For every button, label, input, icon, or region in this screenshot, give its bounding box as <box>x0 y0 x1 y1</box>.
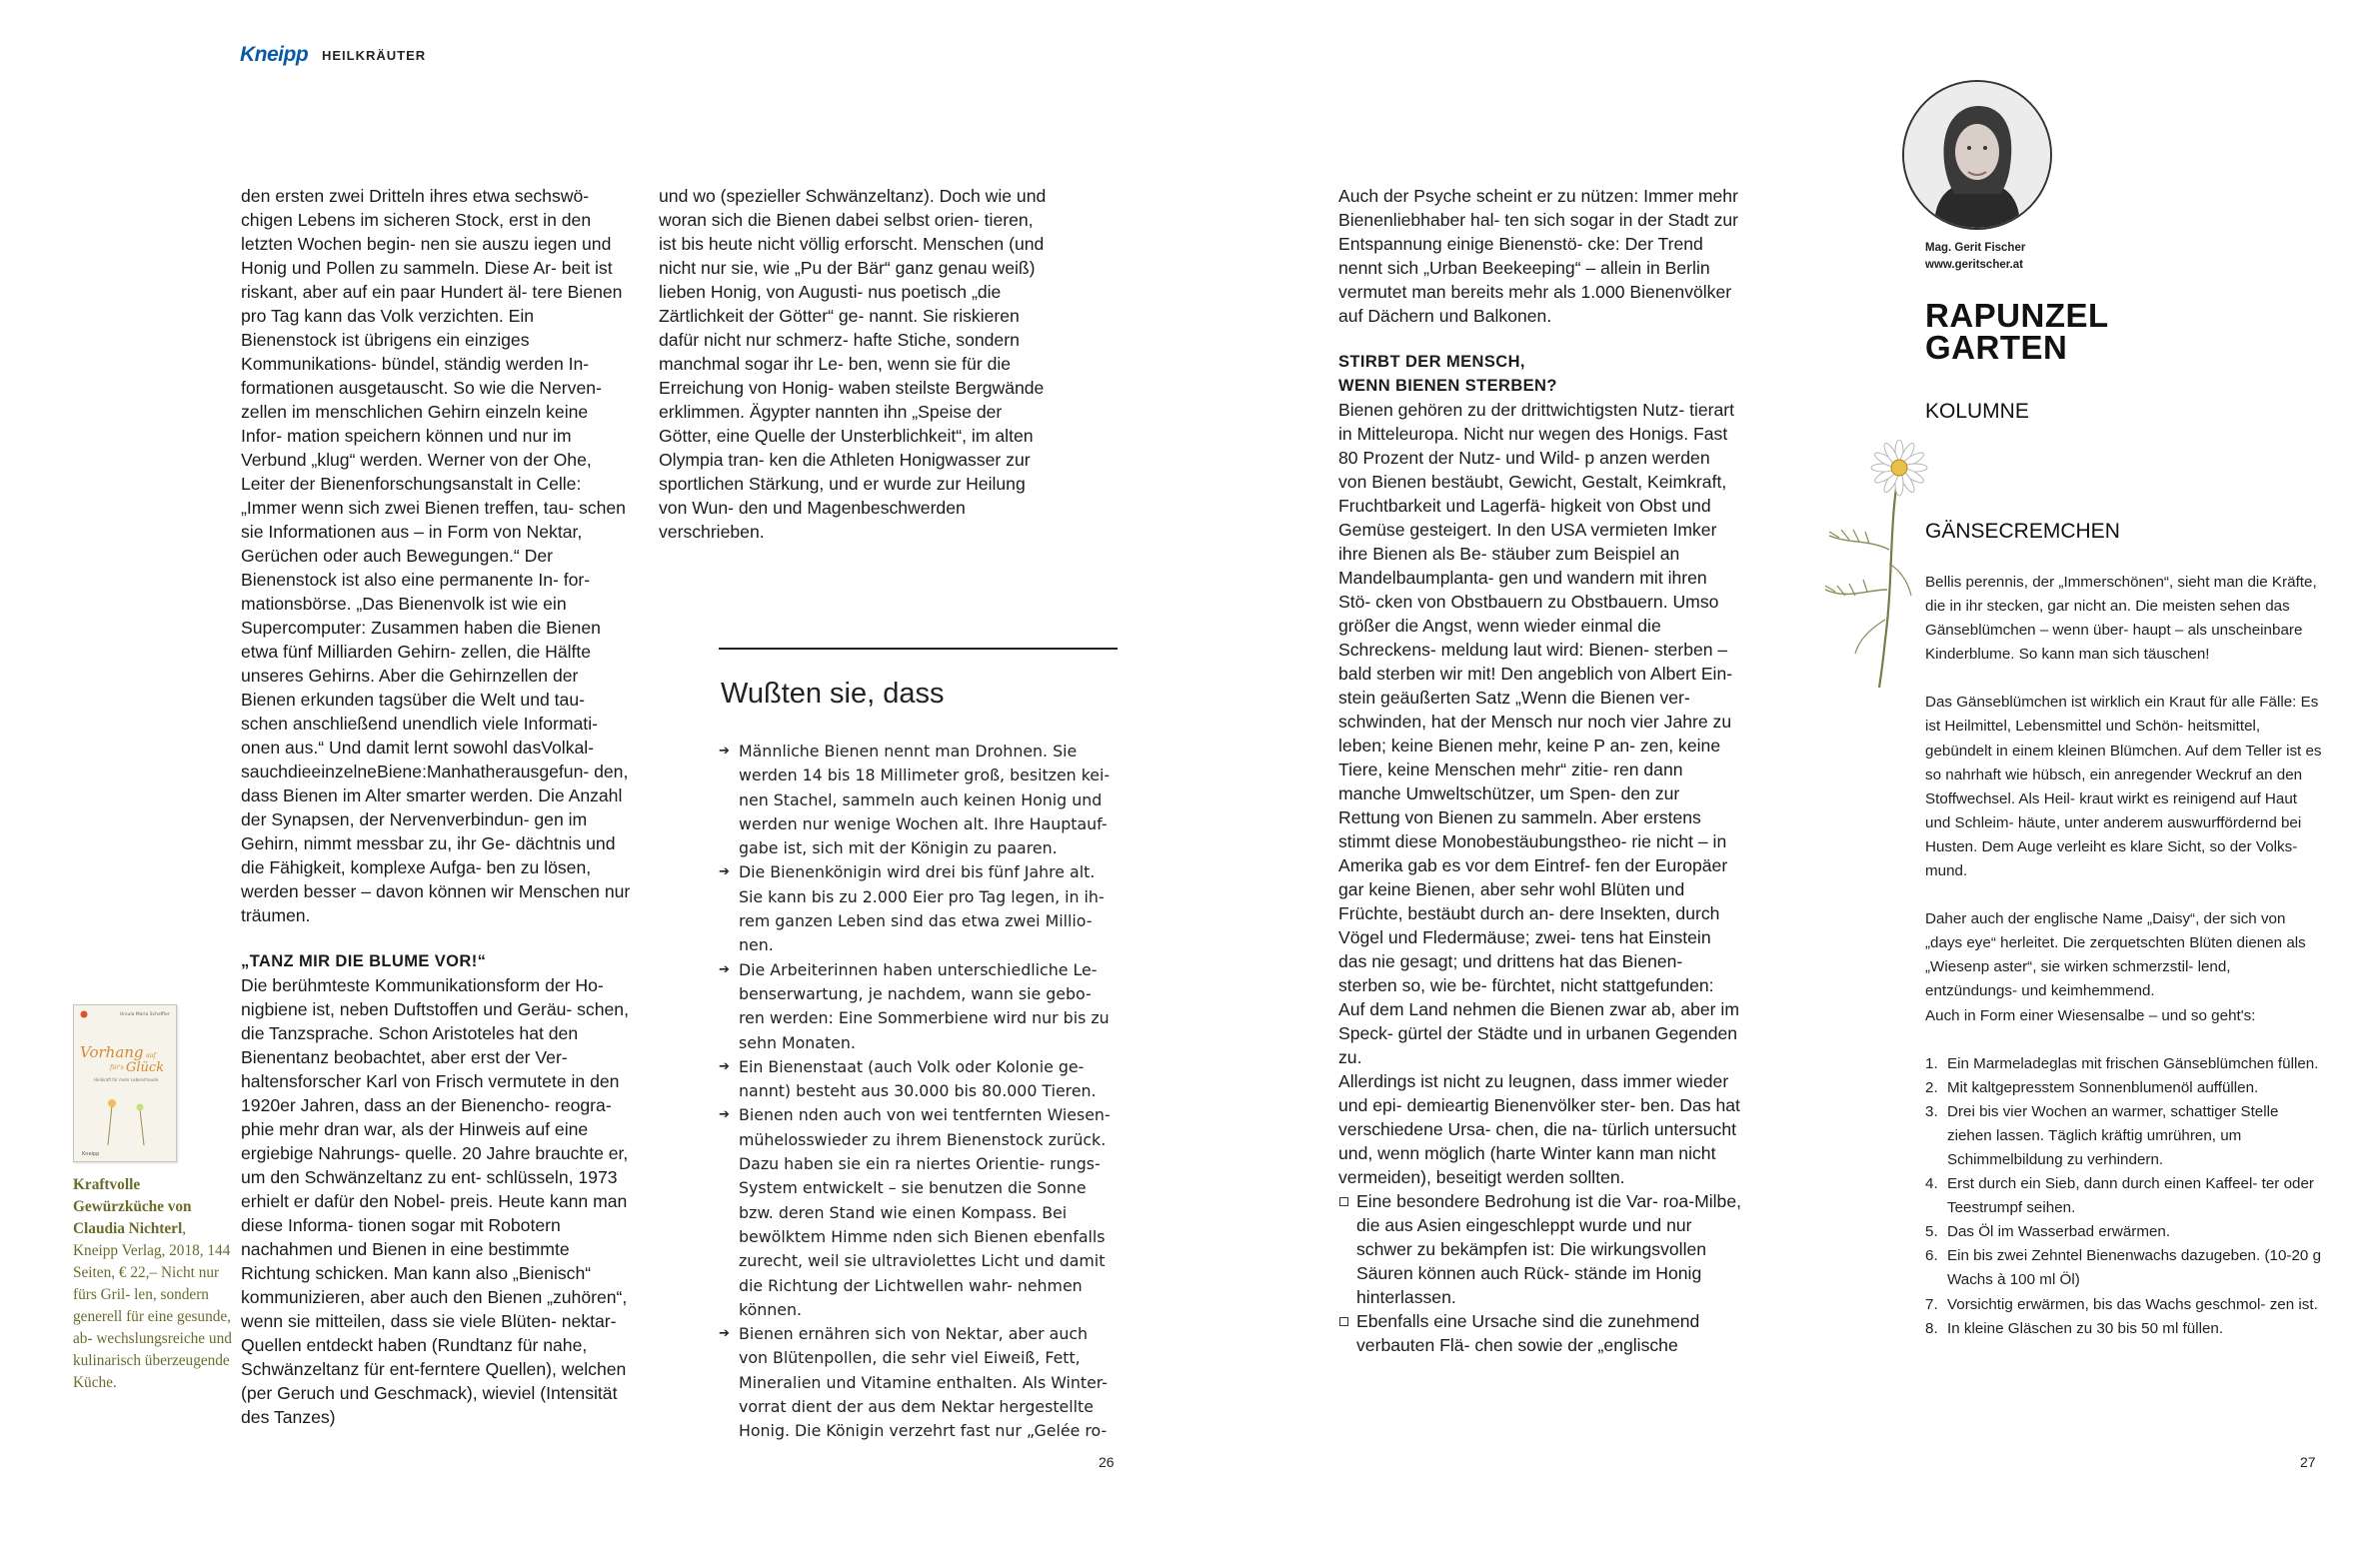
list-item: Eine besondere Bedrohung ist die Var- roa-Milbe, die aus Asien eingeschleppt wurde und nur schwer zu bekämpfen ist: Die wirkungsvollen Säuren können auch Rück- stände im Honig hinterlassen. <box>1338 1189 1742 1309</box>
book-caption-title: Kraftvolle Gewürzküche von Claudia Nichterl <box>73 1176 192 1237</box>
list-item: Ebenfalls eine Ursache sind die zunehmend verbauten Flä- chen sowie der „englische <box>1338 1309 1742 1357</box>
infobox-title: Wußten sie, dass <box>721 678 945 710</box>
book-cover-subtitle: Heilkraft für mehr Lebensfreude <box>94 1077 159 1082</box>
book-cover-image <box>73 1004 177 1162</box>
arrow-icon: ➔ <box>719 864 730 880</box>
article-paragraph: Die berühmteste Kommunikationsform der Ho- nigbiene ist, neben Duftstoffen und Geräu- schen, die Tanzsprache. Schon Aristoteles hat den Bienentanz beobachtet, aber erst der Ver- haltensforscher Karl von Frisch vermutete in den 1920er Jahren, dass an der Bienencho- reogra- phie mehr dran war, als der Hinweis auf eine ergiebige Nahrungs- quelle. 20 Jahre brauchte er, um den Schwänzeltanz zu ent- schlüsseln, 1973 erhielt er dafür den Nobel- preis. Heute kann man diese Informa- tionen sogar mit Robotern nachahmen und Bienen in eine bestimmte Richtung schicken. Man kann also „Bienisch“ kommunizieren, aber auch den Bienen „zuhören“, wenn sie mitteilen, dass sie viele Blüten- nektar-Quellen entdeckt haben (Rundtanz für nahe, Schwänzeltanz für ent-ferntere Quellen), welchen (per Geruch und Geschmack), wieviel (Intensität des Tanzes) <box>241 975 629 1427</box>
list-item: ➔ Die Arbeiterinnen haben unterschiedliche Le- benserwartung, je nachdem, wann sie gebo- ren werden: Eine Sommerbiene wird nur bis zu sehn Monaten. <box>719 959 1110 1052</box>
arrow-icon: ➔ <box>719 1058 730 1074</box>
column-type-label: KOLUMNE <box>1925 400 2029 423</box>
book-cover-title-4: Glück <box>126 1060 165 1075</box>
page-number-right: 27 <box>2300 1454 2316 1470</box>
book-caption-details: , Kneipp Verlag, 2018, 144 Seiten, € 22,– Nicht nur fürs Gril- len, sondern generell für eine gesunde, ab- wechslungsreiche und kulinarisch überzeugende Küche. <box>73 1220 232 1391</box>
article-heading: GÄNSECREMCHEN <box>1925 520 2120 543</box>
column-body <box>1925 571 2325 1341</box>
subheading-tanz: „TANZ MIR DIE BLUME VOR!“ <box>241 952 487 970</box>
book-cover-publisher: Kneipp <box>82 1151 100 1157</box>
recipe-step: 5. Das Öl im Wasserbad erwärmen. <box>1925 1223 2171 1241</box>
subheading-stirbt <box>1338 350 1742 398</box>
section-label: HEILKRÄUTER <box>322 48 427 63</box>
arrow-icon: ➔ <box>719 961 730 977</box>
column-paragraph: Auch in Form einer Wiesensalbe – und so geht's: <box>1925 1006 2256 1024</box>
infobox-list <box>719 740 1117 1444</box>
book-cover-title-2: auf <box>146 1052 156 1059</box>
arrow-icon: ➔ <box>719 1107 730 1123</box>
recipe-step: 6. Ein bis zwei Zehntel Bienenwachs dazugeben. (10-20 g Wachs à 100 ml Öl) <box>1925 1247 2322 1289</box>
book-cover-author: Ursula Maria Scheffler <box>120 1012 170 1017</box>
recipe-step: 1. Ein Marmeladeglas mit frischen Gänseblümchen füllen. <box>1925 1054 2319 1072</box>
subheading-line: STIRBT DER MENSCH, <box>1338 353 1525 371</box>
subheading-line: WENN BIENEN STERBEN? <box>1338 377 1557 395</box>
book-cover-title-3: für's <box>110 1064 124 1071</box>
infobox-divider <box>719 648 1118 650</box>
arrow-icon: ➔ <box>719 744 730 759</box>
recipe-step: 8. In kleine Gläschen zu 30 bis 50 ml füllen. <box>1925 1319 2224 1337</box>
kneipp-logo: Kneipp <box>240 43 309 66</box>
column-title: RAPUNZEL GARTEN <box>1925 297 2109 366</box>
column-paragraph: Bellis perennis, der „Immerschönen“, sieht man die Kräfte, die in ihr stecken, gar nicht an. Die meisten sehen das Gänseblümchen – wenn über- haupt – als unscheinbare Kinderblume. So kann man sich täuschen! <box>1925 574 2317 664</box>
list-item: ➔ Die Bienenkönigin wird drei bis fünf Jahre alt. Sie kann bis zu 2.000 Eier pro Tag legen, in ih- rem ganzen Leben sind das etwa zwei Millio- nen. <box>719 862 1105 955</box>
book-cover-art <box>74 1005 176 1161</box>
author-name: Mag. Gerit Fischer <box>1925 242 2026 254</box>
recipe-step: 4. Erst durch ein Sieb, dann durch einen Kaffeel- ter oder Teestrumpf seihen. <box>1925 1175 2314 1217</box>
article-paragraph: Auch der Psyche scheint er zu nützen: Immer mehr Bienenliebhaber hal- ten sich sogar in der Stadt zur Entspannung einige Bienenstö- cke: Der Trend nennt sich „Urban Beekeeping“ – allein in Berlin vermutet man bereits mehr als 1.000 Bienenvölker auf Dächern und Balkonen. <box>1338 186 1739 326</box>
article-paragraph: Allerdings ist nicht zu leugnen, dass immer wieder und epi- demieartig Bienenvölker ster- ben. Das hat verschiedene Ursa- chen, die na- türlich untersucht und, wenn möglich (harte Winter kann man nicht vermeiden), beseitigt werden sollten. <box>1338 1071 1740 1187</box>
list-item: ➔ Männliche Bienen nennt man Drohnen. Sie werden 14 bis 18 Millimeter groß, besitzen kei- nen Stachel, sammeln auch keinen Honig und werden nur wenige Wochen alt. Ihre Hauptauf- gabe ist, sich mit der Königin zu paaren. <box>719 742 1111 858</box>
square-bullet-icon <box>1339 1317 1348 1326</box>
bullet-list <box>1338 1189 1742 1357</box>
square-bullet-icon <box>1339 1197 1348 1206</box>
recipe-step: 2. Mit kaltgepresstem Sonnenblumenöl auffüllen. <box>1925 1078 2259 1096</box>
article-paragraph: Bienen gehören zu der drittwichtigsten Nutz- tierart in Mitteleuropa. Nicht nur wegen des Honigs. Fast 80 Prozent der Nutz- und Wild- p anzen werden von Bienen bestäubt, Gewicht, Gestalt, Keimkraft, Fruchtbarkeit und Lagerfä- higkeit von Obst und Gemüse gesteigert. In den USA vermieten Imker ihre Bienen als Be- stäuber zum Beispiel an Mandelbaumplanta- gen und wandern mit ihren Stö- cken von Obstbauern zu Obstbauern. Umso größer die Angst, wenn wieder einmal die Schreckens- meldung laut wird: Bienen- sterben – bald sterben wir mit! Den angeblich von Albert Ein- stein geäußerten Satz „Wenn die Bienen ver- schwinden, hat der Mensch nur noch vier Jahre zu leben; keine Bienen mehr, keine P an- zen, keine Tiere, keine Menschen mehr“ zitie- ren dann manche Umweltschützer, um Spen- den zur Rettung von Bienen zu sammeln. Aber erstens stimmt diese Monobestäubungstheo- rie nicht – in Amerika gab es vor dem Eintref- fen der Europäer gar keine Bienen, aber sehr wohl Blüten und Früchte, bestäubt durch an- dere Insekten, durch Vögel und Fledermäuse; zwei- tens hat Einstein das nie gesagt; und drittens hat das Bienen- sterben so, wie be- fürchtet, nicht stattgefunden: Auf dem Land nehmen die Bienen zwar ab, aber im Speck- gürtel der Städte und in urbanen Gegenden zu. <box>1338 400 1739 1067</box>
book-cover-title-1: Vorhang <box>80 1043 144 1061</box>
recipe-step: 7. Vorsichtig erwärmen, bis das Wachs geschmol- zen ist. <box>1925 1295 2318 1313</box>
article-paragraph: den ersten zwei Dritteln ihres etwa sechswö- chigen Lebens im sicheren Stock, erst in den letzten Wochen begin- nen sie auszu iegen und Honig und Pollen zu sammeln. Diese Ar- beit ist riskant, aber auf ein paar Hundert äl- tere Bienen pro Tag kann das Volk verzichten. Ein Bienenstock ist übrigens ein einziges Kommunikations- bündel, ständig werden In- formationen ausgetauscht. So wie die Nerven- zellen im menschlichen Gehirn einzeln keine Infor- mation speichern können und nur im Verbund „klug“ werden. Werner von der Ohe, Leiter der Bienenforschungsanstalt in Celle: „Immer wenn sich zwei Bienen treffen, tau- schen sie Informationen aus – in Form von Nektar, Gerüchen oder auch Bewegungen.“ Der Bienenstock ist also eine permanente In- for- mationsbörse. „Das Bienenvolk ist wie ein Supercomputer: Zusammen haben die Bienen etwa fünf Milliarden Gehirn- zellen, die Hälfte unseres Gehirns. Aber die Gehirnzellen der Bienen erkunden tagsüber die Welt und tau- schen anschließend unendlich viele Informati- onen aus.“ Und damit lernt sowohl dasVolkal- sauchdieeinzelneBiene:Manhatherausgefun- den, dass Bienen im Alter smarter werden. Die Anzahl der Synapsen, der Nervenverbindun- gen im Gehirn, nimmt messbar zu, ihr Ge- dächtnis und die Fähigkeit, komplexe Aufga- ben zu lösen, werden besser – davon können wir Menschen nur träumen. <box>241 186 631 925</box>
column-paragraph: Daher auch der englische Name „Daisy“, der sich von „days eye“ herleitet. Die zerquetschten Blüten dienen als „Wiesenp aster“, sie wirken schmerzstil- lend, entzündungs- und keimhemmend. <box>1925 910 2306 1000</box>
article-column-3 <box>1338 184 1742 1357</box>
article-paragraph: und wo (spezieller Schwänzeltanz). Doch wie und woran sich die Bienen dabei selbst orien- tieren, ist bis heute nicht völlig erforscht. Menschen (und nicht nur sie, wie „Pu der Bär“ ganz genau weiß) lieben Honig, von Augusti- nus poetisch „die Zärtlichkeit der Götter“ ge- nannt. Sie riskieren dafür nicht nur schmerz- hafte Stiche, sondern manchmal sogar ihr Le- ben, wenn sie für die Erreichung von Honig- waben steilste Bergwände erklimmen. Ägypter nannten ihn „Speise der Götter, eine Quelle der Unsterblichkeit“, im alten Olympia tran- ken die Athleten Honigwasser zur sportlichen Stärkung, und er wurde zur Heilung von Wun- den und Magenbeschwerden verschrieben. <box>659 186 1047 542</box>
author-website: www.geritscher.at <box>1925 259 2023 271</box>
column-paragraph: Das Gänseblümchen ist wirklich ein Kraut für alle Fälle: Es ist Heilmittel, Lebensmittel und Schön- heitsmittel, gebündelt in einem kleinen Blümchen. Auf dem Teller ist es so nahrhaft wie hübsch, ein anregender Weckruf an den Stoffwechsel. Als Heil- kraut wirkt es reinigend auf Haut und Schleim- häute, unter anderem auswurffördernd bei Husten. Dem Auge verleiht es klare Sicht, so der Volks- mund. <box>1925 694 2322 880</box>
recipe-step: 3. Drei bis vier Wochen an warmer, schattiger Stelle ziehen lassen. Täglich kräftig umrühren, um Schimmelbildung zu verhindern. <box>1925 1102 2279 1168</box>
list-item: ➔ Bienen nden auch von wei tentfernten Wiesen- mühelosswieder zu ihrem Bienenstock zurück. Dazu haben sie ein ra niertes Orientie- rungs-System entwickelt – sie benutzen die Sonne bzw. deren Stand wie einen Kompass. Bei bewölktem Himme nden sich Bienen ebenfalls zurecht, weil sie ultraviolettes Licht und damit die Richtung der Lichtwellen wahr- nehmen können. <box>719 1105 1111 1319</box>
book-caption <box>73 1174 233 1394</box>
list-item: ➔ Bienen ernähren sich von Nektar, aber auch von Blütenpollen, die sehr viel Eiweiß, Fett, Mineralien und Vitamine enthalten. Als Winter- vorrat dient der aus dem Nektar hergestellte Honig. Die Königin verzehrt fast nur „Gelée ro- <box>719 1324 1108 1441</box>
arrow-icon: ➔ <box>719 1326 730 1342</box>
recipe-steps <box>1925 1052 2325 1341</box>
daisy-illustration <box>1789 440 1929 690</box>
article-column-1 <box>241 184 633 1429</box>
article-column-2 <box>659 184 1054 544</box>
author-avatar <box>1902 80 2052 230</box>
list-item: ➔ Ein Bienenstaat (auch Volk oder Kolonie ge- nannt) besteht aus 30.000 bis 80.000 Tieren. <box>719 1056 1097 1101</box>
page-number-left: 26 <box>1099 1454 1115 1470</box>
